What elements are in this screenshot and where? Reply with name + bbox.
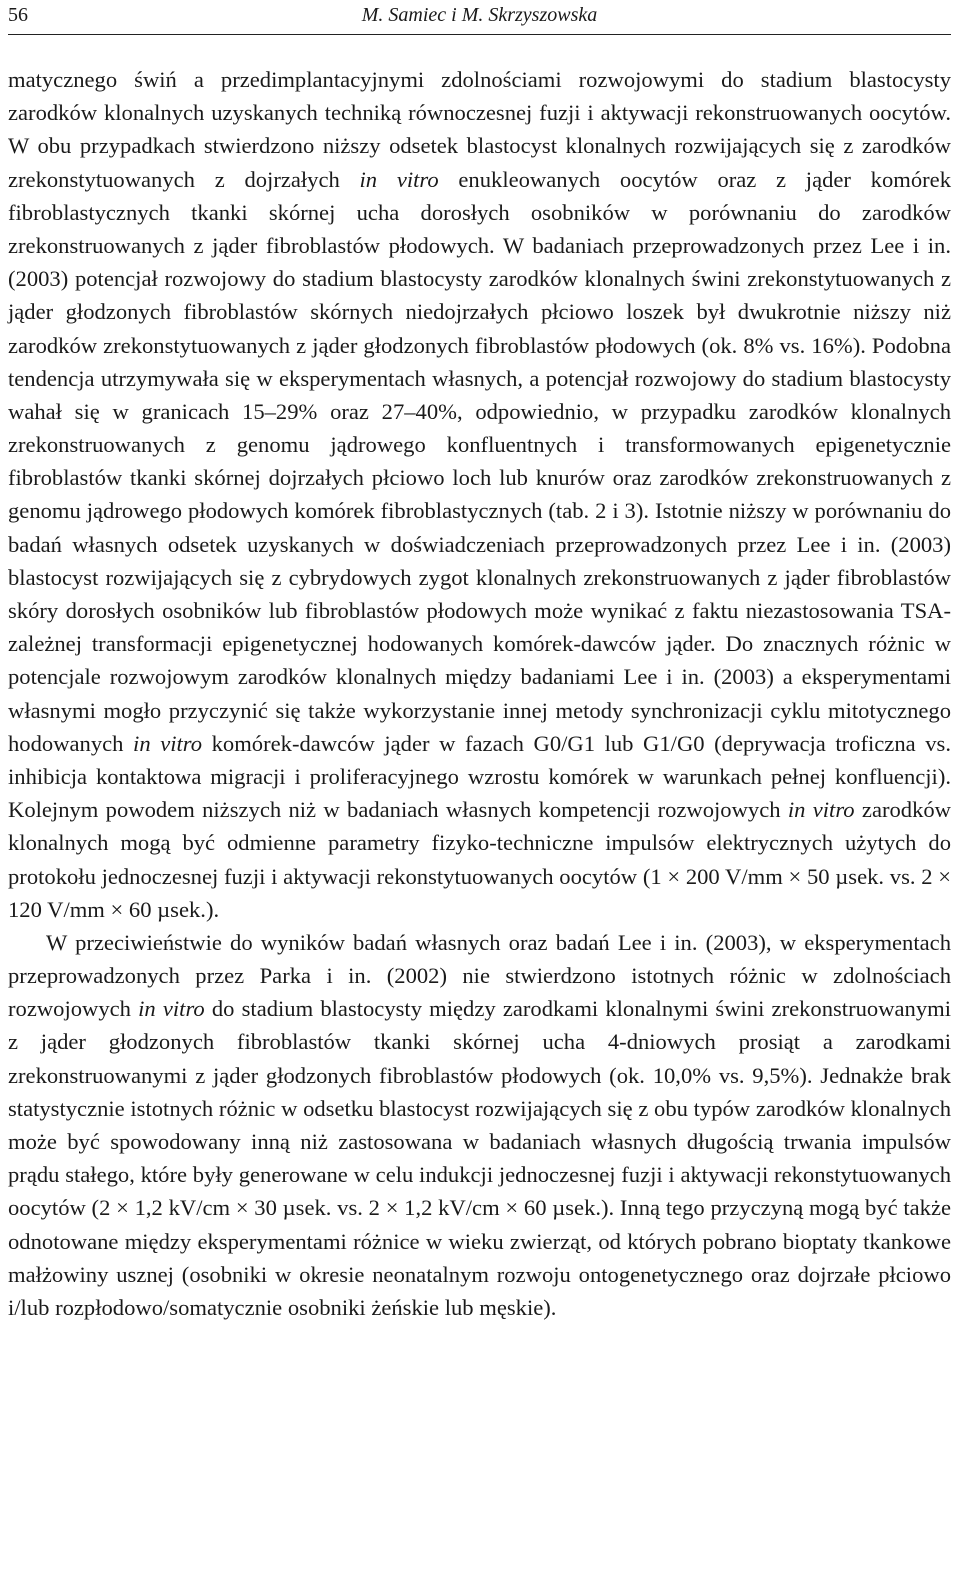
text-run: do stadium blastocysty między zarodkami klonalnymi świni zrekonstruowanymi z jąder głodzonych fibroblastów tkanki skórnej ucha 4-dniowych prosiąt a zarodkami zrekonstruowanymi z jąder głodzonych fibroblastów płodowych (ok. 10,0% vs. 9,5%). Jednakże brak statystycznie istotnych różnic w odsetku blastocyst rozwijających się z obu typów zarodków klonalnych może być spowodowany inną niż zastosowana w badaniach własnych długością trwania impulsów prądu stałego, które były generowane w celu indukcji jednoczesnej fuzji i aktywacji rekonstytuowanych oocytów (2 × 1,2 kV/cm × 30 µsek. vs. 2 × 1,2 kV/cm × 60 µsek.). Inną tego przyczyną mogą być także odnotowane między eksperymentami różnice w wieku zwierząt, od których pobrano bioptaty tkankowe małżowiny usznej (osobniki w okresie neonatalnym rozwoju ontogenetycznego oraz dojrzałe płciowo i/lub rozpłodowo/somatycznie osobniki żeńskie lub męskie). bbox=[8, 996, 951, 1320]
paragraph-2 bbox=[8, 926, 951, 1324]
running-header bbox=[8, 0, 951, 35]
text-run: W przeciwieństwie do wyników badań własnych oraz badań Lee i in. (2003), w eksperymentach przeprowadzonych przez Parka i in. (2002) nie stwierdzono istotnych różnic w zdolnościach rozwojowych bbox=[8, 929, 951, 1022]
italic-term: in vitro bbox=[133, 730, 203, 756]
italic-term: in vitro bbox=[359, 166, 439, 192]
running-title: M. Samiec i M. Skrzyszowska bbox=[361, 4, 598, 26]
page-number: 56 bbox=[8, 4, 28, 26]
text-run: zarodków klonalnych mogą być odmienne parametry fizyko-techniczne impulsów elektrycznych użytych do protokołu jednoczesnej fuzji i aktywacji rekonstytuowanych oocytów (1 × 200 V/mm × 50 µsek. vs. 2 × 120 V/mm × 60 µsek.). bbox=[8, 797, 951, 922]
paragraph-1 bbox=[8, 63, 951, 926]
body-text bbox=[8, 63, 951, 1324]
text-run: matycznego świń a przedimplantacyjnymi zdolnościami rozwojowymi do stadium blastocysty zarodków klonalnych uzyskanych techniką równoczesnej fuzji i aktywacji rekonstruowanych oocytów. W obu przypadkach stwierdzono niższy odsetek blastocyst klonalnych rozwijających się z zarodków zrekonstytuowanych z dojrzałych bbox=[8, 67, 951, 192]
italic-term: in vitro bbox=[787, 797, 855, 823]
italic-term: in vitro bbox=[138, 996, 205, 1022]
text-run: komórek-dawców jąder w fazach G0/G1 lub G1/G0 (deprywacja troficzna vs. inhibicja kontaktowa migracji i proliferacyjnego wzrostu komórek w warunkach pełnej konfluencji). Kolejnym powodem niższych niż w badaniach własnych kompetencji rozwojowych bbox=[8, 730, 951, 823]
text-run: enukleowanych oocytów oraz z jąder komórek fibroblastycznych tkanki skórnej ucha dorosłych osobników w porównaniu do zarodków zrekonstruowanych z jąder fibroblastów płodowych. W badaniach przeprowadzonych przez Lee i in. (2003) potencjał rozwojowy do stadium blastocysty zarodków klonalnych świni zrekonstytuowanych z jąder głodzonych fibroblastów skórnych niedojrzałych płciowo loszek był dwukrotnie niższy niż zarodków zrekonstytuowanych z jąder głodzonych fibroblastów płodowych (ok. 8% vs. 16%). Podobna tendencja utrzymywała się w eksperymentach własnych, a potencjał rozwojowy do stadium blastocysty wahał się w granicach 15–29% oraz 27–40%, odpowiednio, w przypadku zarodków klonalnych zrekonstruowanych z genomu jądrowego konfluentnych i transformowanych epigenetycznie fibroblastów tkanki skórnej dojrzałych płciowo loch lub knurów oraz zarodków zrekonstruowanych z genomu jądrowego płodowych komórek fibroblastycznych (tab. 2 i 3). Istotnie niższy w porównaniu do badań własnych odsetek uzyskanych w doświadczeniach przeprowadzonych przez Lee i in. (2003) blastocyst rozwijających się z cybrydowych zygot klonalnych zrekonstruowanych z jąder fibroblastów skóry dorosłych osobników lub fibroblastów płodowych może wynikać z faktu niezastosowania TSA-zależnej transformacji epigenetycznej hodowanych komórek-dawców jąder. Do znacznych różnic w potencjale rozwojowym zarodków klonalnych między badaniami Lee i in. (2003) a eksperymentami własnymi mogło przyczynić się także wykorzystanie innej metody synchronizacji cyklu mitotycznego hodowanych bbox=[8, 166, 951, 756]
